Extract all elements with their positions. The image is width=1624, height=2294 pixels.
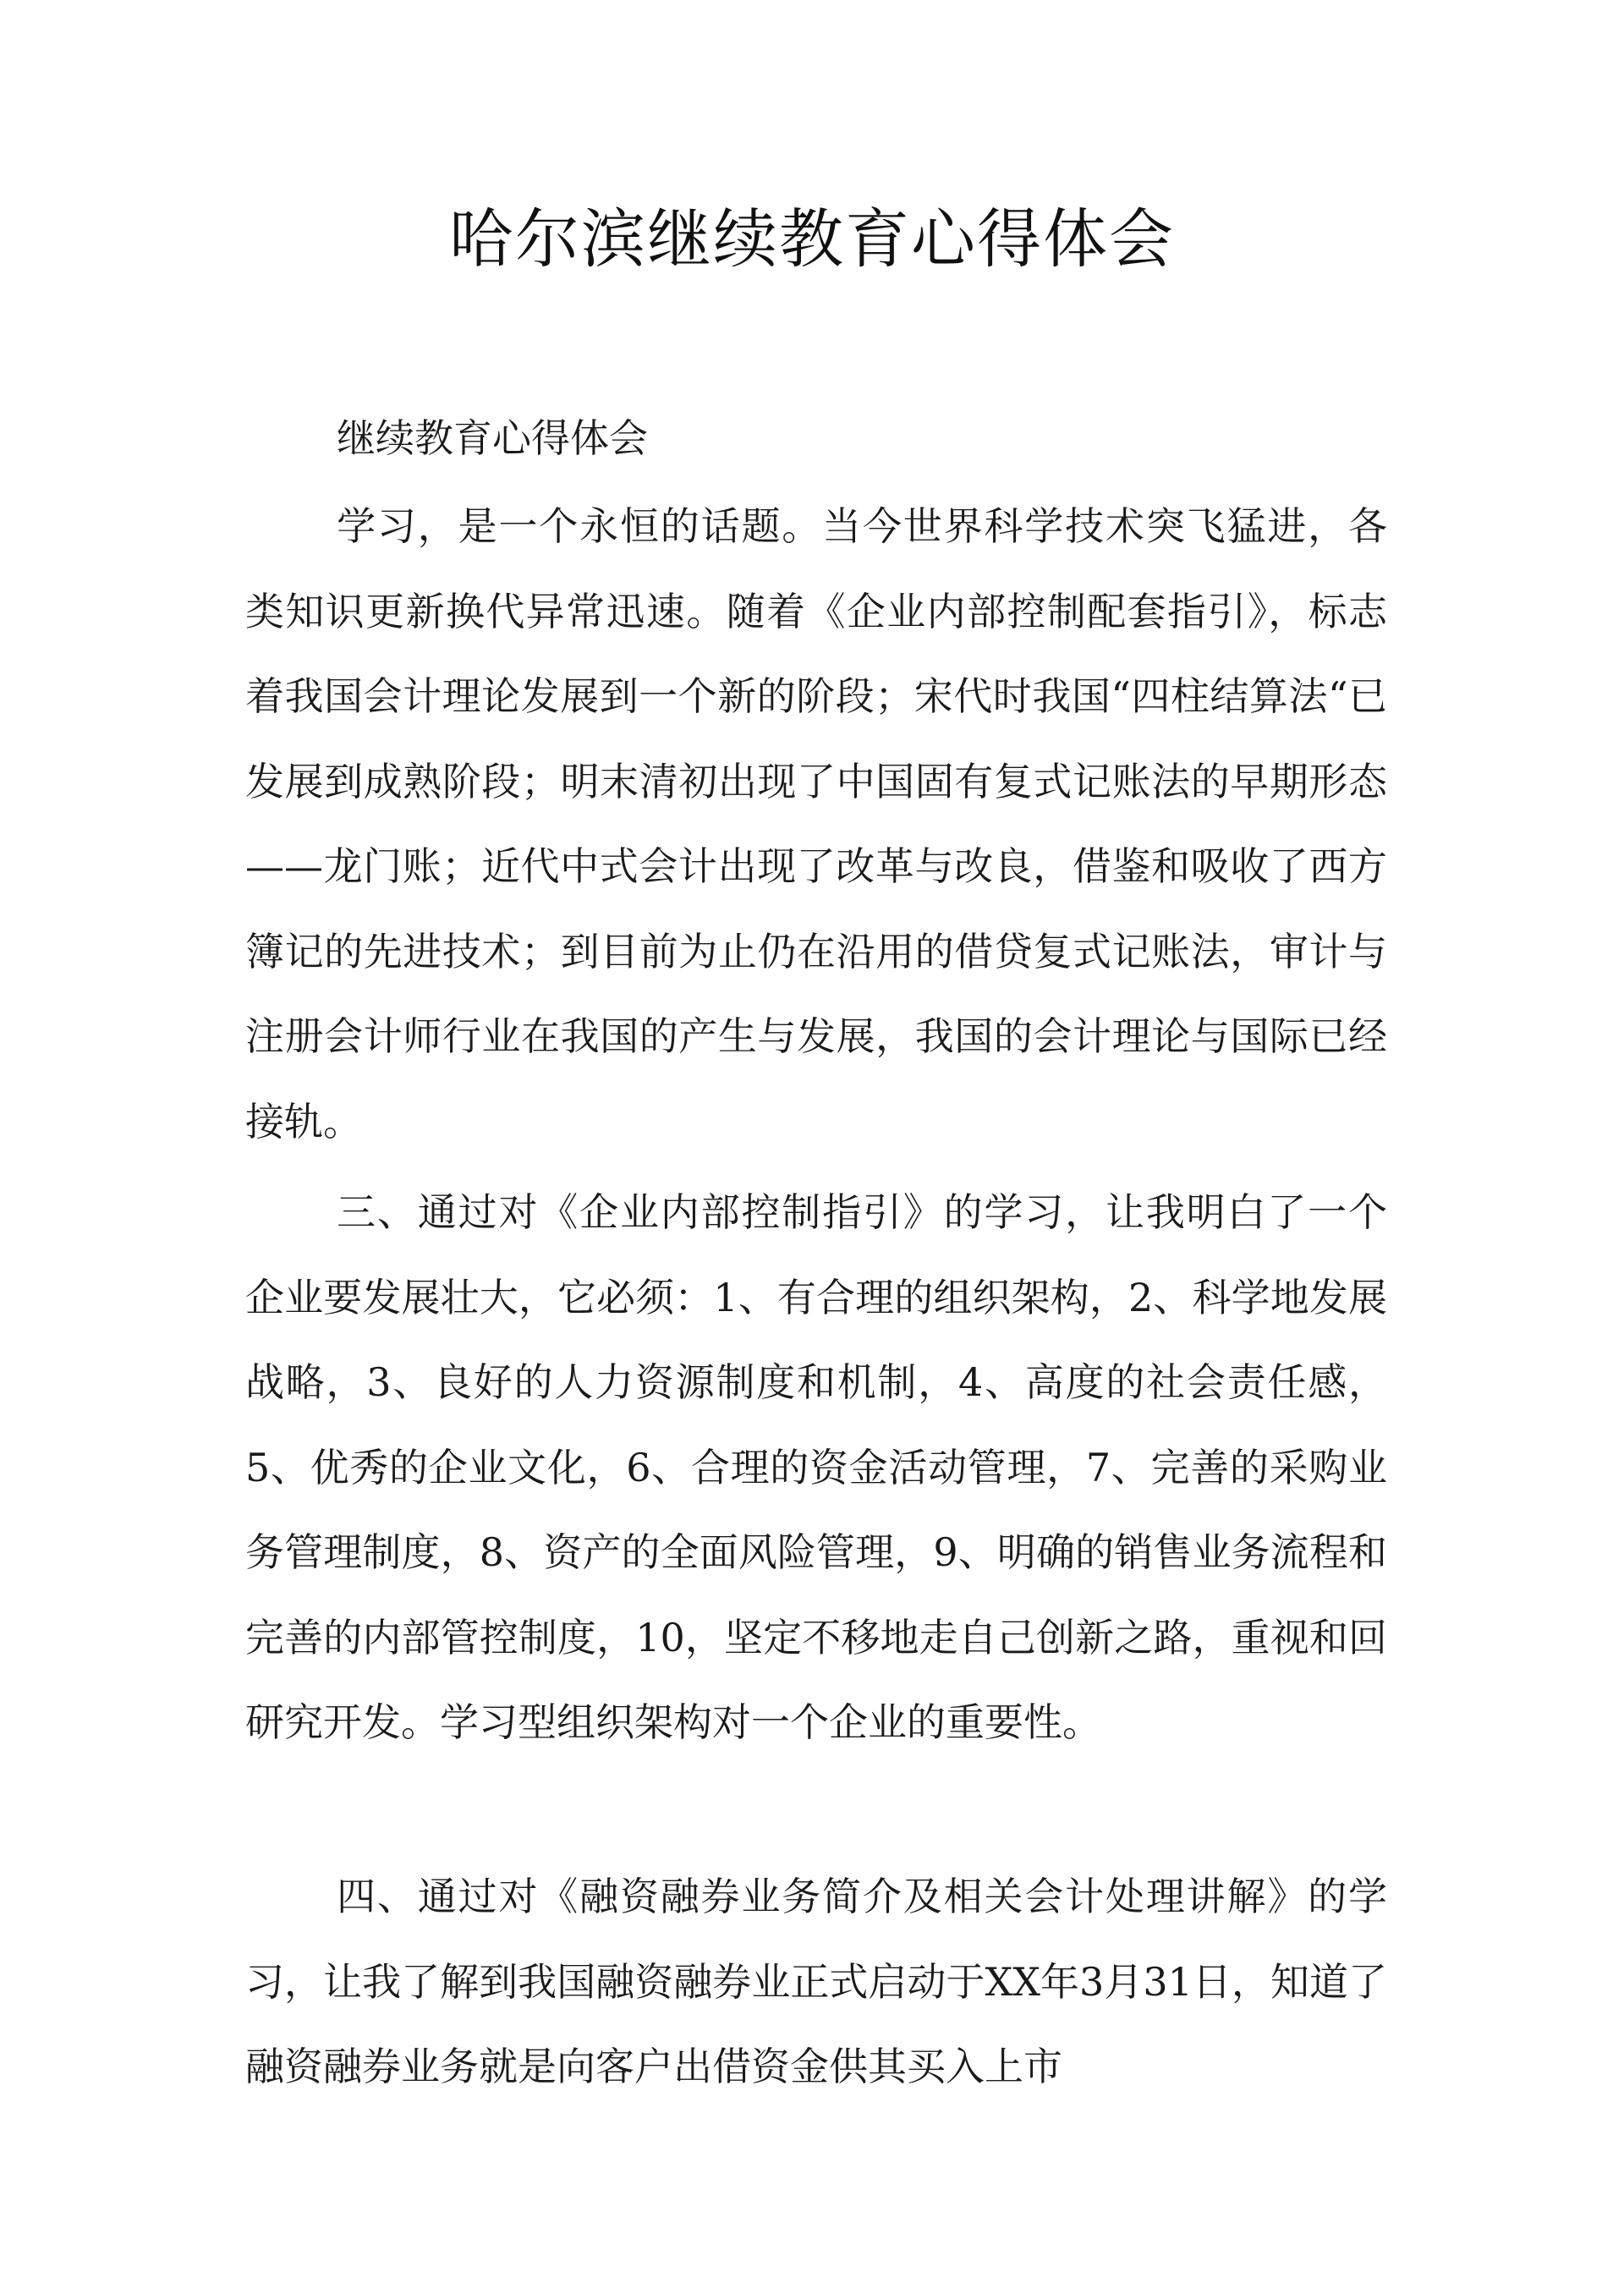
document-title: 哈尔滨继续教育心得体会 xyxy=(449,201,1175,277)
paragraph-learning: 学习，是一个永恒的话题。当今世界科学技术突飞猛进，各类知识更新换代异常迅速。随着《企业内部控制配套指引》，标志着我国会计理论发展到一个新的阶段；宋代时我国“四柱结算法“已发展到成熟阶段；明末清初出现了中国固有复式记账法的早期形态——龙门账；近代中式会计出现了改革与改良，借鉴和吸收了西方簿记的先进技术；到目前为止仍在沿用的借贷复式记账法，审计与注册会计师行业在我国的产生与发展，我国的会计理论与国际已经接轨。 xyxy=(245,503,1387,1144)
paragraph-internal-control: 三、通过对《企业内部控制指引》的学习，让我明白了一个企业要发展壮大，它必须：1、有合理的组织架构，2、科学地发展战略，3、良好的人力资源制度和机制，4、高度的社会责任感，5、优秀的企业文化，6、合理的资金活动管理，7、完善的采购业务管理制度，8、资产的全面风险管理，9、明确的销售业务流程和完善的内部管控制度，10，坚定不移地走自己创新之路，重视和回研究开发。学习型组织架构对一个企业的重要性。 xyxy=(245,1189,1387,1745)
paragraph-margin-trading: 四、通过对《融资融券业务简介及相关会计处理讲解》的学习，让我了解到我国融资融券业正式启动于XX年3月31日，知道了融资融券业务就是向客户出借资金供其买入上市 xyxy=(245,1874,1387,2089)
document-subtitle: 继续教育心得体会 xyxy=(337,415,648,461)
